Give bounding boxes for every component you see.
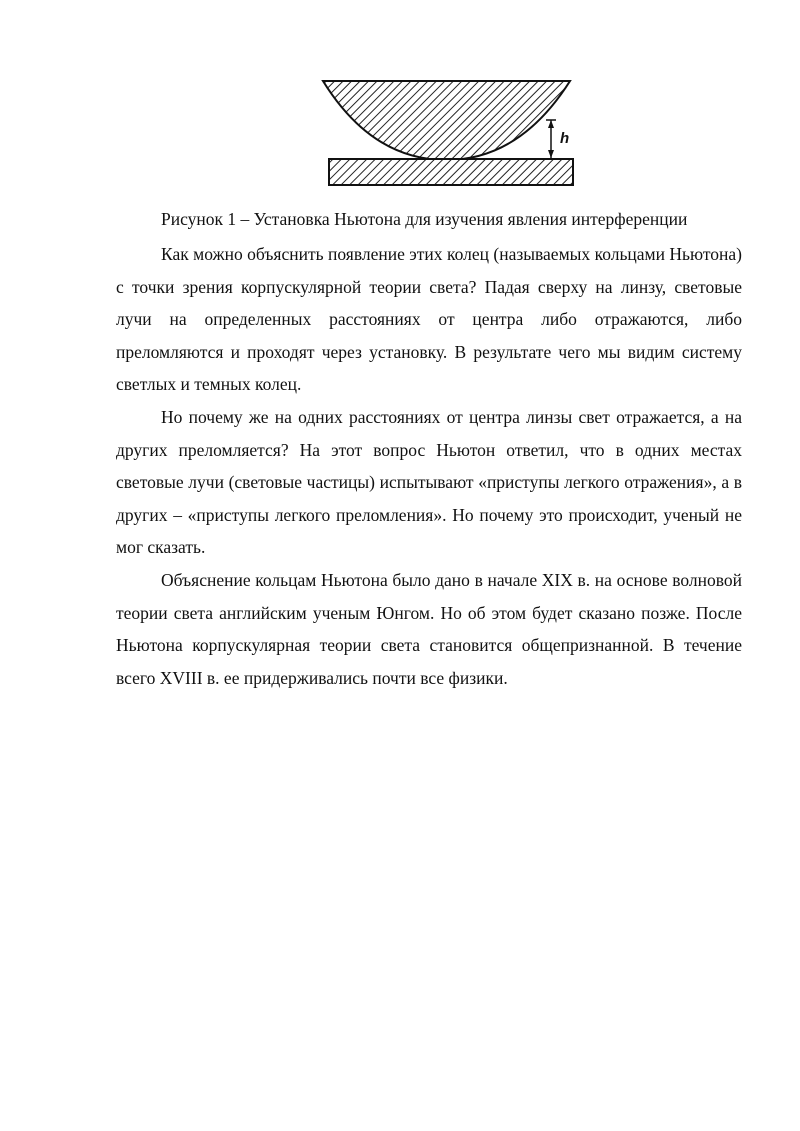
- gap-label-h: h: [560, 130, 570, 147]
- paragraph: Как можно объяснить появление этих колец (называемых кольцами Ньютона) с точки зрения корпускулярной теории света? Падая сверху на линзу, световые лучи на определенных расстояниях от центра либо отражаются, либо преломляются и проходят через установку. В результате чего мы видим систему светлых и темных колец.: [116, 244, 742, 395]
- paragraph: Объяснение кольцам Ньютона было дано в начале XIX в. на основе волновой теории света английским ученым Юнгом. Но об этом будет сказано позже. После Ньютона корпускулярная теории света становится общепризнанной. В течение всего XVIII в. ее придерживались почти все физики.: [116, 569, 742, 688]
- lens-on-plate-diagram: [320, 78, 580, 190]
- glass-plate: [329, 159, 573, 185]
- newton-rings-setup-figure: [320, 78, 580, 190]
- figure-caption: Рисунок 1 – Установка Ньютона для изучения явления интерференции: [161, 209, 688, 229]
- gap-dimension-marker: [546, 120, 556, 158]
- paragraph: Но почему же на одних расстояниях от центра линзы свет отражается, а на других преломляется? На этот вопрос Ньютон ответил, что в одних местах световые лучи (световые частицы) испытывают «приступы легкого отражения», а в других – «приступы легкого преломления». Но почему это происходит, ученый не мог сказать.: [116, 406, 742, 558]
- body-text: [116, 238, 742, 694]
- plano-convex-lens: [323, 81, 570, 160]
